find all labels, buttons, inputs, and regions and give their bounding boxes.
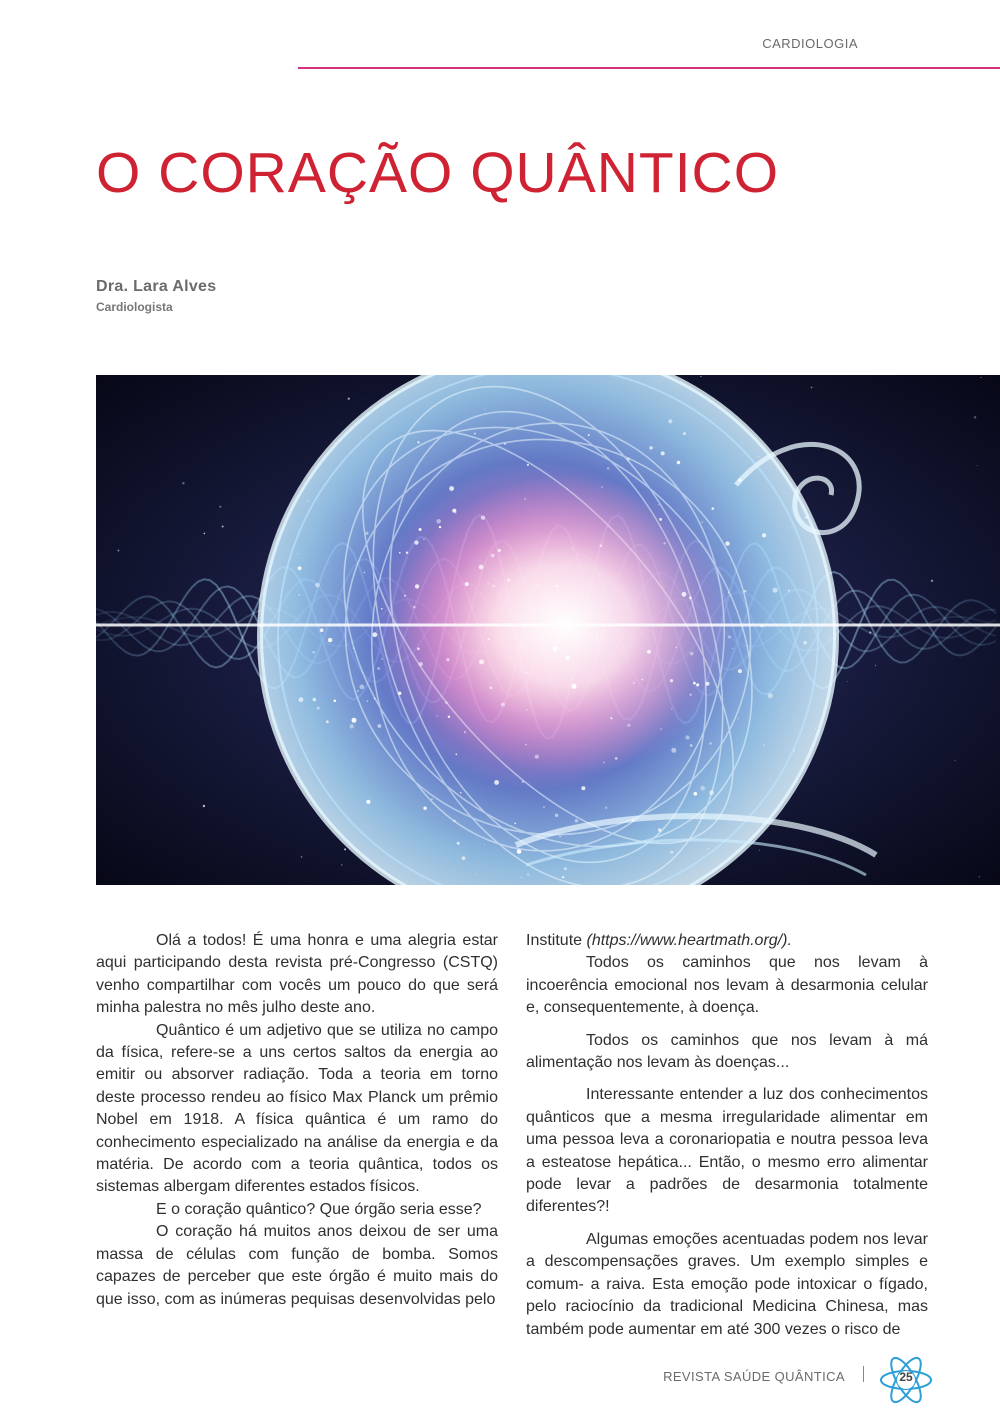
right-column [526, 930, 928, 1341]
continuation-text: Institute [526, 932, 587, 949]
page-footer [0, 1360, 1000, 1414]
header-rule [298, 67, 1000, 69]
paragraph: Algumas emoções acentuadas podem nos levar a descompensações graves. Um exemplo simples e comum- a raiva. Esta emoção pode intoxicar o fígado, pelo raciocínio da tradicional Medicina Chinesa, mas também pode aumentar em até 300 vezes o risco de [526, 1230, 928, 1338]
paragraph: Todos os caminhos que nos levam à incoerência emocional nos levam à desarmonia celular e, consequentemente, à doença. [526, 954, 928, 1017]
quantum-sphere-illustration [96, 375, 1000, 885]
paragraph: O coração há muitos anos deixou de ser uma massa de células com função de bomba. Somos capazes de perceber que este órgão é muito mais do que isso, com as inúmeras pequisas desenvolvidas pelo [96, 1223, 498, 1308]
heartmath-link[interactable]: (https://www.heartmath.org/). [586, 932, 792, 949]
page-number: 25 [899, 1370, 913, 1384]
paragraph: Quântico é um adjetivo que se utiliza no campo da física, refere-se a uns certos saltos da energia ao emitir ou absorver radiação. Toda a teoria em torno deste processo rendeu ao físico Max Planck um prêmio Nobel em 1918. A física quântica é um ramo do conhecimento especializado na análise da energia e da matéria. De acordo com a teoria quântica, todos os sistemas albergam diferentes estados físicos. [96, 1021, 498, 1196]
paragraph: Olá a todos! É uma honra e uma alegria estar aqui participando desta revista pré-Congresso (CSTQ) venho compartilhar com vocês um pouco do que será minha palestra no mês julho deste ano. [96, 932, 498, 1017]
author-name: Dra. Lara Alves [96, 278, 217, 295]
paragraph: Todos os caminhos que nos levam à má alimentação nos levam às doenças... [526, 1031, 928, 1072]
left-column [96, 930, 498, 1311]
section-label: CARDIOLOGIA [762, 36, 858, 51]
hero-image [96, 375, 1000, 885]
paragraph-continuation [526, 930, 928, 952]
article-title: O CORAÇÃO QUÂNTICO [96, 141, 780, 205]
author-role: Cardiologista [96, 300, 173, 314]
paragraph: E o coração quântico? Que órgão seria esse? [156, 1200, 482, 1218]
magazine-name: REVISTA SAÚDE QUÂNTICA [663, 1369, 845, 1384]
paragraph: Interessante entender a luz dos conhecimentos quânticos que a mesma irregularidade alimentar em uma pessoa leva a coronariopatia e noutra pessoa leva a esteatose hepática... Então, o mesmo erro alimentar pode levar a padrões de desarmonia totalmente diferentes?! [526, 1086, 928, 1216]
footer-separator [863, 1366, 864, 1382]
